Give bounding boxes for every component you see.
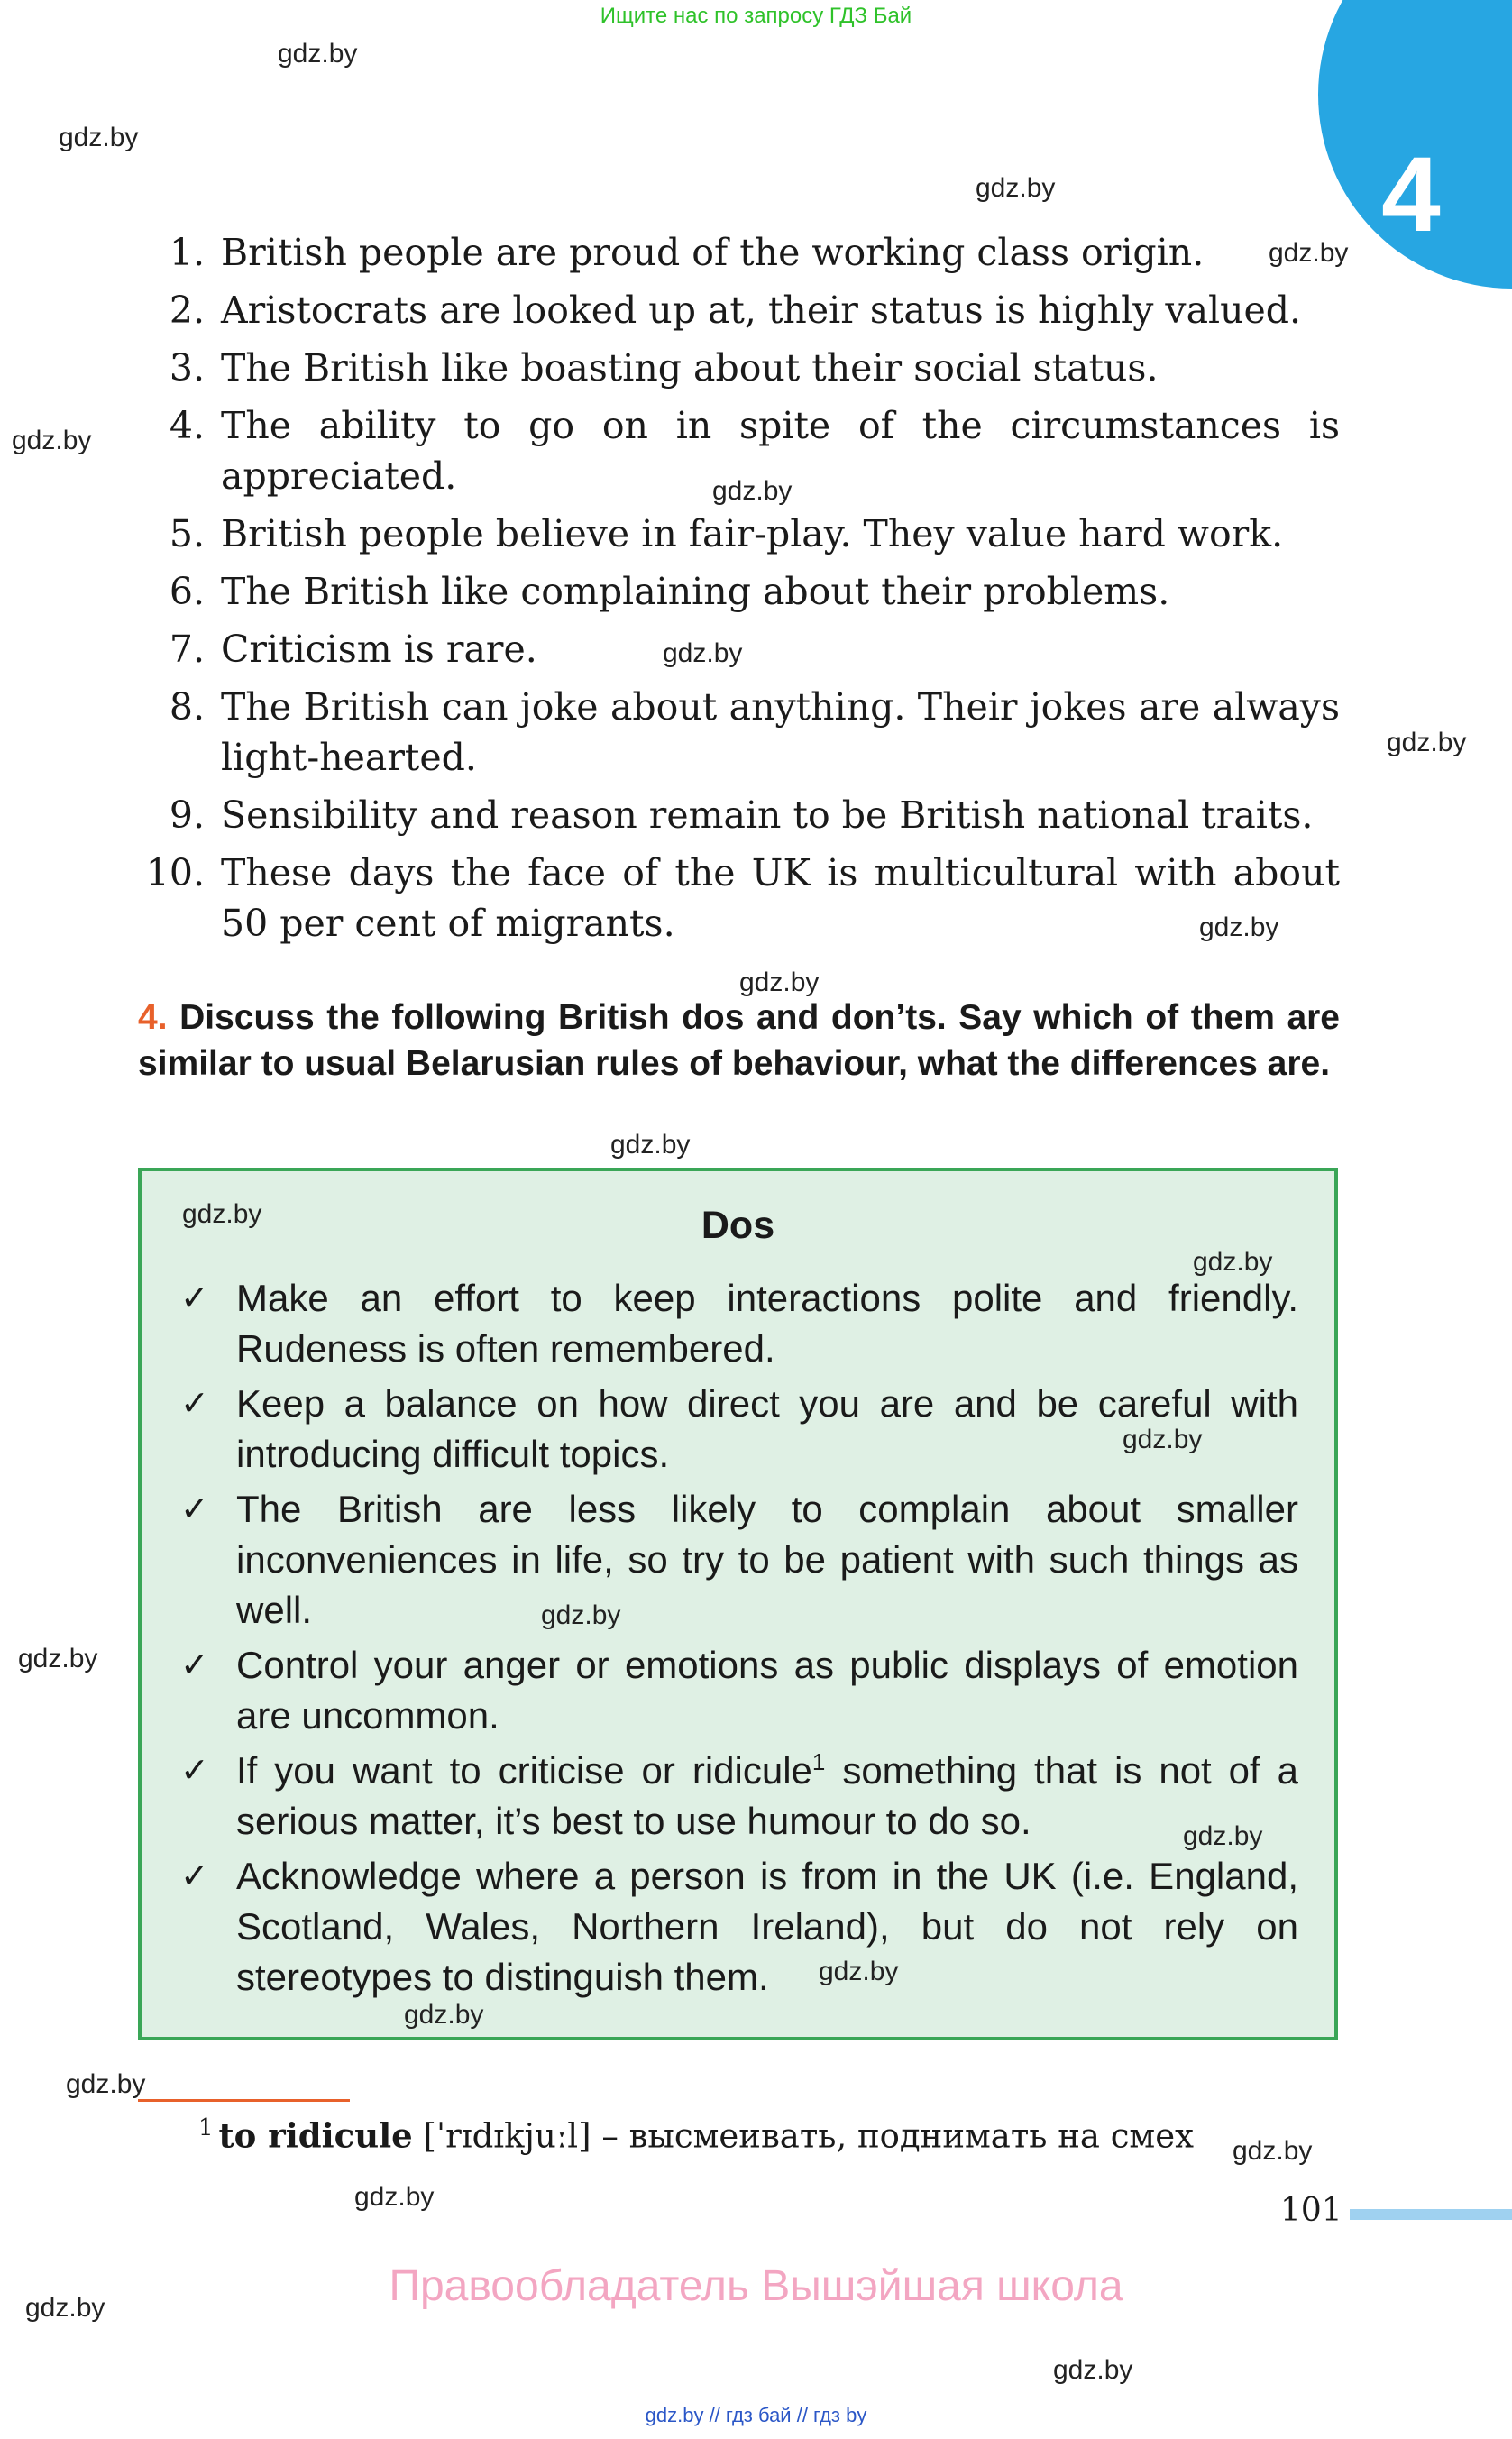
- checkmark-icon: ✓: [180, 1857, 209, 1895]
- search-hint: Ищите нас по запросу ГДЗ Бай: [600, 4, 912, 28]
- watermark: gdz.by: [1123, 1425, 1203, 1454]
- footnote: $^1$ to ridicule [ˈrɪdɪkjuːl] – высмеивать, поднимать на смех: [198, 2114, 1194, 2156]
- task-number: 4.: [138, 998, 168, 1037]
- watermark: gdz.by: [541, 1600, 621, 1630]
- watermark: gdz.by: [12, 426, 92, 455]
- watermark: gdz.by: [404, 2000, 484, 2030]
- watermark: gdz.by: [976, 173, 1056, 203]
- watermark: gdz.by: [712, 476, 793, 506]
- task-instruction: [138, 995, 1340, 1087]
- watermark: gdz.by: [1199, 912, 1279, 942]
- checkmark-icon: ✓: [180, 1752, 209, 1790]
- watermark: gdz.by: [1193, 1247, 1273, 1277]
- list-item: 10. These days the face of the UK is multicultural with about 50 per cent of migrants.: [145, 851, 1340, 945]
- list-item: ✓ Keep a balance on how direct you are and be careful with introducing difficult topics.: [180, 1379, 1298, 1480]
- task-text: Discuss the following British dos and don’ts. Say which of them are similar to usual Belarusian rules of behaviour, what the differences are.: [138, 998, 1340, 1083]
- dos-list: [180, 1273, 1298, 2007]
- list-item: 7. Criticism is rare.: [169, 628, 537, 671]
- watermark: gdz.by: [663, 638, 743, 668]
- watermark: gdz.by: [278, 39, 358, 69]
- watermark: gdz.by: [739, 967, 820, 997]
- copyright-notice: Правообладатель Вышэйшая школа: [389, 2262, 1123, 2310]
- list-item: ✓ If you want to criticise or ridicule$^1$ something that is not of a serious matter, it’s best to use humour to do so.: [180, 1746, 1298, 1847]
- page-bar: [1350, 2209, 1512, 2220]
- watermark: gdz.by: [66, 2069, 146, 2099]
- watermark: gdz.by: [819, 1957, 899, 1986]
- list-item: 1. British people are proud of the working class origin.: [169, 231, 1205, 274]
- list-item: 6. The British like complaining about their problems.: [169, 570, 1170, 613]
- watermark: gdz.by: [59, 123, 139, 152]
- watermark: gdz.by: [1387, 728, 1467, 757]
- list-item: ✓ Acknowledge where a person is from in the UK (i.e. England, Scotland, Wales, Northern Ireland), but do not rely on stereotypes to distinguish them.: [180, 1851, 1298, 2003]
- watermark: gdz.by: [354, 2182, 435, 2212]
- watermark: gdz.by: [1233, 2136, 1313, 2166]
- checkmark-icon: ✓: [180, 1279, 209, 1317]
- list-item: ✓ Make an effort to keep interactions polite and friendly. Rudeness is often remembered.: [180, 1273, 1298, 1374]
- statement-list: [135, 227, 1340, 956]
- bottom-links[interactable]: gdz.by // гдз бай // гдз by: [645, 2404, 867, 2426]
- chapter-number: 4: [1381, 135, 1441, 254]
- list-item: ✓ Control your anger or emotions as public displays of emotion are uncommon.: [180, 1640, 1298, 1741]
- watermark: gdz.by: [25, 2293, 105, 2323]
- watermark: gdz.by: [1053, 2355, 1133, 2385]
- watermark: gdz.by: [1183, 1821, 1263, 1851]
- list-item: 4. The ability to go on in spite of the circumstances is appreciated.: [169, 404, 1340, 498]
- list-item: 5. British people believe in fair-play. They value hard work.: [169, 512, 1284, 555]
- footnote-ref[interactable]: 1: [811, 1748, 826, 1775]
- checkmark-icon: ✓: [180, 1646, 209, 1684]
- watermark: gdz.by: [18, 1644, 98, 1673]
- watermark: gdz.by: [1269, 238, 1349, 268]
- list-item: 8. The British can joke about anything. Their jokes are always light-hearted.: [169, 685, 1340, 779]
- page-number: 101: [1280, 2192, 1342, 2229]
- list-item: 3. The British like boasting about their social status.: [169, 346, 1159, 390]
- watermark: gdz.by: [610, 1130, 691, 1160]
- list-item: 2. Aristocrats are looked up at, their status is highly valued.: [169, 289, 1302, 332]
- footnote-rule: [138, 2099, 350, 2102]
- list-item: ✓ The British are less likely to complain about smaller inconveniences in life, so try to be patient with such things as well.: [180, 1484, 1298, 1636]
- list-item: 9. Sensibility and reason remain to be British national traits.: [169, 793, 1314, 837]
- checkmark-icon: ✓: [180, 1490, 209, 1528]
- checkmark-icon: ✓: [180, 1385, 209, 1423]
- watermark: gdz.by: [182, 1199, 262, 1229]
- dos-title: Dos: [701, 1204, 775, 1247]
